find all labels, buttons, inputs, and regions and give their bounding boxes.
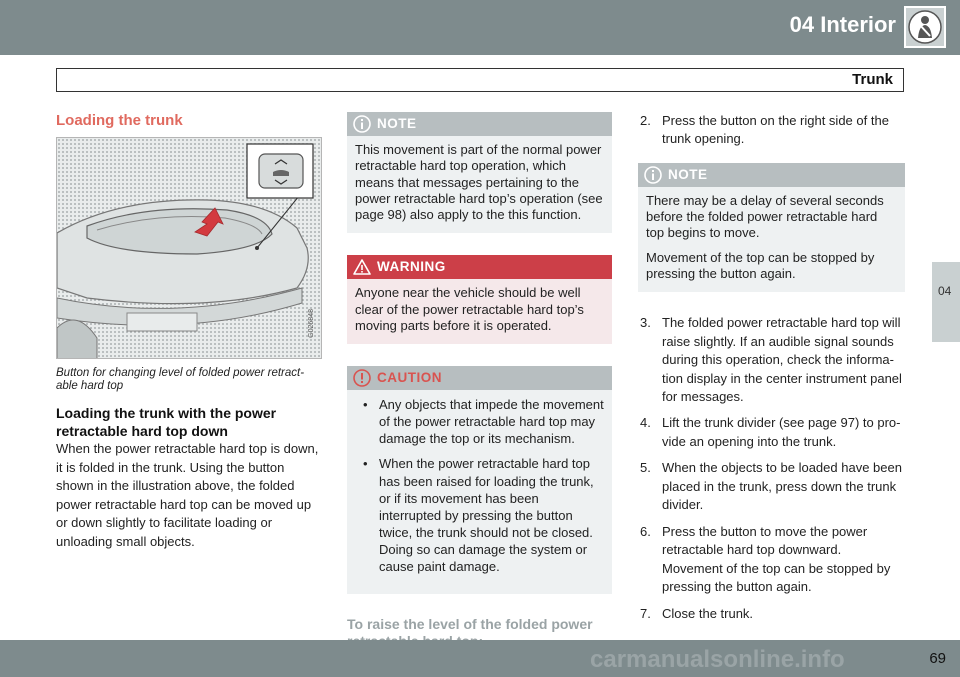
note-body: This movement is part of the normal power retractable hard top operation, which means that messages pertaining to the power retractable hard top’s operation (see page 98) also apply to the this function. [355,142,603,222]
page-number: 69 [929,650,946,667]
seatbelt-person-icon [904,6,946,48]
caution-header [347,366,612,390]
note-label: NOTE [377,116,417,131]
column-1 [56,112,322,551]
step-item [638,414,905,451]
warning-label: WARNING [377,259,446,275]
caution-label: CAUTION [377,370,442,385]
raise-heading: To raise the level of the folded power [347,615,593,632]
note-box-2 [638,163,905,292]
step-text: When the objects to be loaded have been placed in the trunk, press down the trunk divider. [662,460,902,513]
warning-header [347,255,612,279]
warning-body: Anyone near the vehicle should be well clear of the power retractable hard top’s moving parts before it is operated. [355,285,584,333]
loading-heading: Loading the trunk [56,112,183,129]
step-item [638,112,905,149]
column-2 [347,112,612,677]
step-text: Lift the trunk divider (see page 97) to pro-vide an opening into the trunk. [662,415,901,449]
loading-body-text: When the power retractable hard top is down, it is folded in the trunk. Using the button shown in the illustration above, the folded power retractable hard top can be moved up or down slightly to facilitate loading or unloading small objects. [56,441,319,549]
chapter-side-tab[interactable] [932,262,960,342]
caution-item: • When the power retractable hard top has been raised for loading the trunk, or if its movement has been interrupted by pressing the button twice, the trunk should not be closed. Doing so can damage the system or cause paint damage. [355,455,604,575]
info-icon [353,115,371,133]
caution-box [347,366,612,594]
side-tab-label: 04 [938,284,952,298]
step-text: The folded power retractable hard top will raise slightly. If an audible signal sounds during this operation, check the informa-tion display in the center instrument panel for messages. [662,315,902,404]
section-bar [56,68,904,92]
chapter-title: 04 Interior [789,12,896,37]
note-box [347,112,612,233]
subheading-loading-top-down: Loading the trunk with the power retractable hard top down [56,405,277,439]
note-paragraph: Movement of the top can be stopped by pressing the button again. [646,249,875,281]
steps-part-a [638,112,905,149]
note-body [638,187,905,292]
step-text: Press the button on the right side of the trunk opening. [662,113,889,147]
step-item [638,459,905,514]
note-header [638,163,905,187]
trunk-illustration [56,137,322,359]
step-number: 6. [640,523,651,539]
warning-triangle-icon [353,258,371,276]
figure-code: G026848 [308,309,315,338]
step-item [638,314,905,406]
figure-caption: Button for changing level of folded power retract-able hard top [56,367,305,393]
step-text: Press the button to move the power retractable hard top downward. Movement of the top can be stopped by pressing the button again. [662,523,891,595]
warning-box [347,255,612,344]
step-item [638,523,905,597]
header-bar [0,0,960,55]
caution-item: • Any objects that impede the movement of the power retractable hard top may damage the top or its mechanism. [355,396,604,447]
info-icon [644,166,662,184]
step-number: 7. [640,605,651,621]
step-number: 5. [640,460,651,476]
note-label: NOTE [668,166,708,182]
column-3 [638,112,905,631]
step-item [638,605,905,623]
note-header [347,112,612,136]
step-number: 2. [640,113,651,128]
section-title: Trunk [852,71,893,88]
note-paragraph: There may be a delay of several seconds before the folded power retractable hard top begins to move. [646,192,884,241]
next-page-arrows[interactable]:  [930,619,946,633]
step-number: 4. [640,415,651,431]
watermark: carmanualsonline.info [590,646,845,673]
step-number: 3. [640,315,651,331]
caution-body [347,390,612,594]
caution-icon [353,369,371,387]
steps-part-b [638,314,905,623]
step-text: Close the trunk. [662,605,754,621]
